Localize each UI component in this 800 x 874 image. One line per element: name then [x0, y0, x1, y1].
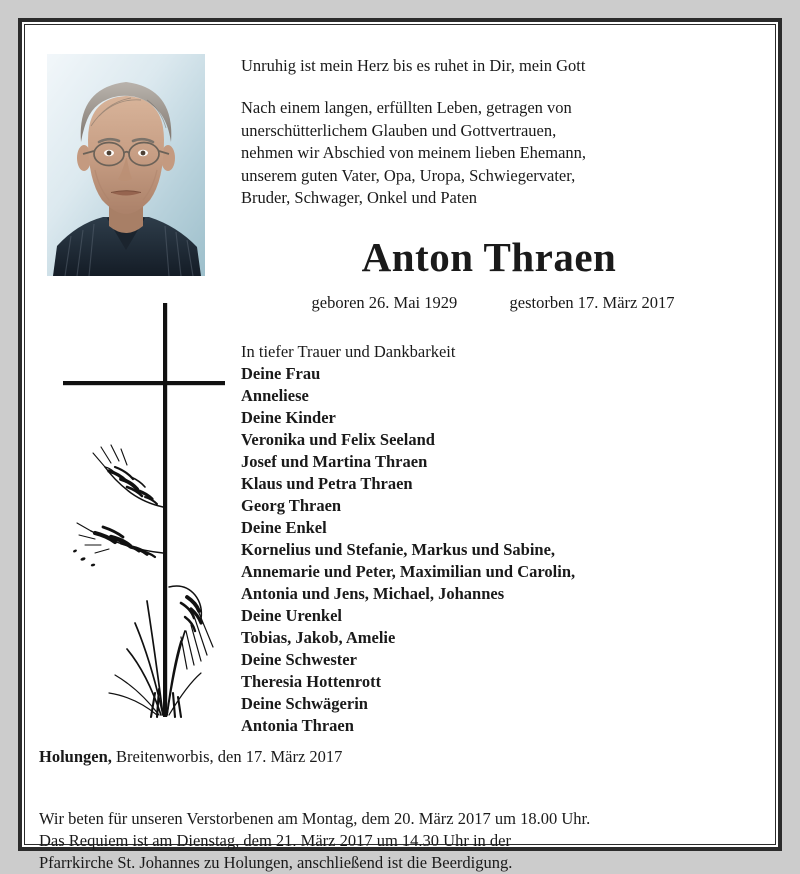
- place-line-rest: Breitenworbis, den 17. März 2017: [111, 747, 343, 766]
- mourners-block: [241, 341, 575, 737]
- mourner-line: Deine Kinder: [241, 408, 336, 428]
- intro-line: unerschütterlichem Glauben und Gottvertrauen,: [241, 120, 557, 140]
- mourner-line: Georg Thraen: [241, 496, 342, 516]
- service-details: [39, 808, 590, 874]
- mourner-line: Theresia Hottenrott: [241, 672, 382, 692]
- mourner-line: Antonia Thraen: [241, 716, 354, 736]
- mourners-heading: In tiefer Trauer und Dankbarkeit: [241, 342, 456, 361]
- death-date-label: gestorben 17. März 2017: [509, 293, 675, 312]
- service-line: Das Requiem ist am Dienstag, dem 21. März 2017 um 14.30 Uhr in der: [39, 830, 511, 850]
- service-line: Wir beten für unseren Verstorbenen am Montag, dem 20. März 2017 um 18.00 Uhr.: [39, 809, 591, 828]
- mourner-line: Deine Schwester: [241, 650, 357, 670]
- intro-line: Bruder, Schwager, Onkel und Paten: [241, 188, 478, 208]
- text-column: [233, 25, 775, 844]
- motto-text: Unruhig ist mein Herz bis es ruhet in Dir, mein Gott: [241, 56, 586, 75]
- mourner-line: Deine Enkel: [241, 518, 327, 538]
- mourner-line: Antonia und Jens, Michael, Johannes: [241, 584, 505, 604]
- mourner-line: Deine Schwägerin: [241, 694, 368, 714]
- obituary-card-inner-border: [24, 24, 776, 872]
- cross-with-wheat-icon: [35, 301, 225, 721]
- birth-date-label: geboren 26. Mai 1929: [311, 293, 458, 312]
- mourner-line: Klaus und Petra Thraen: [241, 474, 413, 494]
- mourner-line: Kornelius und Stefanie, Markus und Sabine,: [241, 540, 556, 560]
- service-line: Pfarrkirche St. Johannes zu Holungen, anschließend ist die Beerdigung.: [39, 852, 513, 872]
- place-and-date-line: [39, 747, 342, 767]
- mourner-line: Josef und Martina Thraen: [241, 452, 428, 472]
- intro-line: Nach einem langen, erfüllten Leben, getragen von: [241, 98, 572, 117]
- mourner-line: Anneliese: [241, 386, 309, 406]
- mourner-line: Tobias, Jakob, Amelie: [241, 628, 396, 648]
- intro-paragraph: [241, 97, 586, 210]
- intro-line: nehmen wir Abschied von meinem lieben Ehemann,: [241, 143, 587, 163]
- mourner-line: Deine Urenkel: [241, 606, 342, 626]
- town-name: Holungen,: [39, 747, 112, 766]
- deceased-name: Anton Thraen: [361, 234, 617, 280]
- obituary-card: [18, 18, 782, 872]
- mourner-line: Deine Frau: [241, 364, 321, 384]
- life-dates: [233, 293, 753, 313]
- intro-line: unserem guten Vater, Opa, Uropa, Schwiegervater,: [241, 165, 576, 185]
- mourner-line: Veronika und Felix Seeland: [241, 430, 435, 450]
- mourner-line: Annemarie und Peter, Maximilian und Carolin,: [241, 562, 576, 582]
- illustration-column: [25, 25, 233, 844]
- portrait-photo: [47, 54, 205, 276]
